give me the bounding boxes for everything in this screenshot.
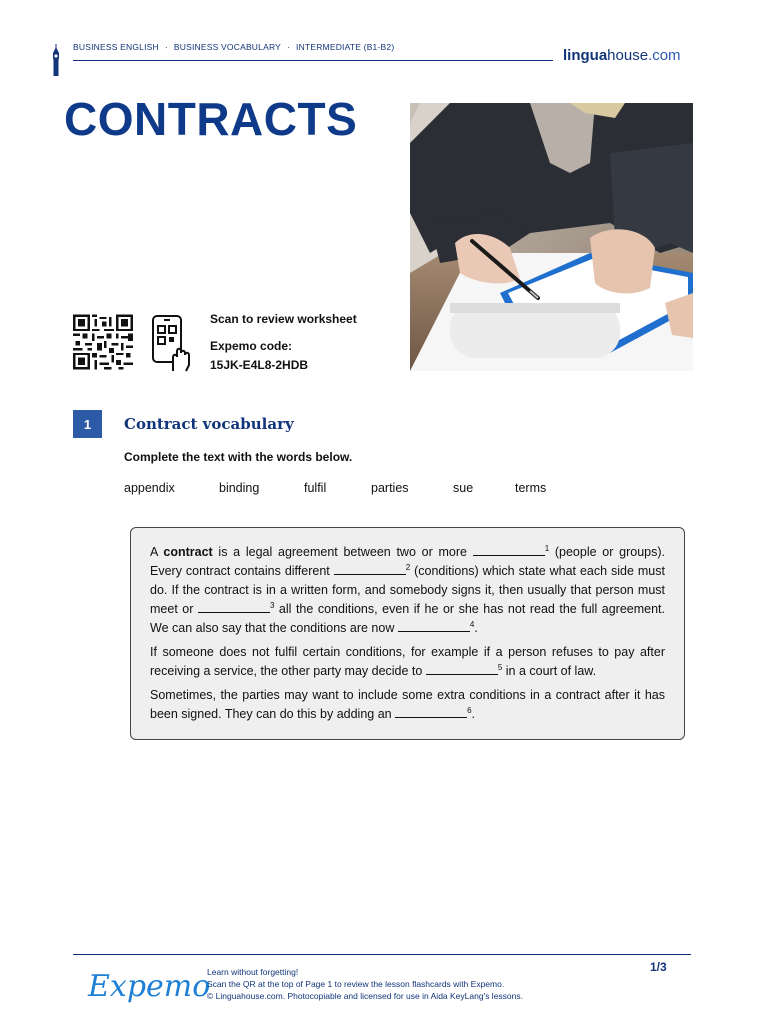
footer-tagline: Learn without forgetting! [207, 967, 299, 977]
section-title: Contract vocabulary [124, 415, 294, 433]
breadcrumb-separator: · [164, 42, 168, 52]
word-bank-item: fulfil [304, 481, 327, 495]
answer-blank-4[interactable] [398, 619, 470, 632]
brand-bold: lingua [563, 47, 608, 64]
header-divider [73, 60, 553, 61]
exercise-passage [130, 527, 685, 740]
blank-number: 2 [405, 562, 411, 572]
breadcrumb-item-level: INTERMEDIATE (B1-B2) [296, 42, 395, 52]
passage-text: (people or groups). Every contract contains different [150, 545, 665, 578]
breadcrumb-separator: · [287, 42, 291, 52]
passage-text: is a legal agreement between two or more [212, 545, 473, 559]
answer-blank-6[interactable] [395, 705, 467, 718]
answer-blank-5[interactable] [426, 662, 498, 675]
answer-blank-1[interactable] [473, 543, 545, 556]
blank-number: 5 [497, 662, 503, 672]
passage-text: Sometimes, the parties may want to include some extra conditions in a contract after it has been signed. They can do this by adding an [150, 688, 665, 721]
breadcrumb [73, 42, 394, 52]
blank-number: 1 [544, 543, 550, 553]
passage-keyword: contract [163, 545, 213, 559]
blank-number: 6 [467, 705, 472, 715]
expemo-logo-text: Expemo [88, 969, 211, 1004]
footer-text [207, 966, 523, 1002]
blank-number: 3 [269, 600, 275, 610]
blank-number: 4 [469, 619, 475, 629]
passage-paragraph [150, 686, 665, 724]
brand-tld: .com [648, 47, 681, 64]
qr-code-icon[interactable] [73, 314, 133, 370]
expemo-code-label: Expemo code: [210, 339, 293, 353]
contract-signing-photo [410, 103, 693, 371]
breadcrumb-item-category: BUSINESS VOCABULARY [173, 42, 282, 52]
exercise-instruction: Complete the text with the words below. [124, 450, 353, 464]
phone-scan-icon [150, 313, 192, 371]
answer-blank-2[interactable] [334, 562, 406, 575]
brand-logo[interactable] [563, 47, 681, 64]
footer-divider [73, 954, 691, 955]
scan-label: Scan to review worksheet [210, 312, 357, 326]
section-number-badge: 1 [73, 410, 102, 438]
passage-text: (conditions) which state what each side must do. If the contract is in a written form, and somebody signs it, then usually that person must meet or [150, 564, 665, 616]
big-ben-icon [50, 44, 62, 76]
passage-text: all the conditions, even if he or she has not read the full agreement. We can also say that the conditions are now [150, 602, 665, 635]
page-title: CONTRACTS [64, 93, 358, 145]
expemo-code-value: 15JK-E4L8-2HDB [210, 358, 309, 372]
passage-text: A [150, 545, 164, 559]
passage-paragraph [150, 643, 665, 681]
expemo-logo[interactable] [88, 960, 211, 1012]
word-bank-item: binding [219, 481, 260, 495]
word-bank-item: parties [371, 481, 409, 495]
passage-text: If someone does not fulfil certain conditions, for example if a person refuses to pay after receiving a service, the other party may decide to [150, 645, 665, 678]
breadcrumb-item-subject: BUSINESS ENGLISH [73, 42, 159, 52]
answer-blank-3[interactable] [198, 600, 270, 613]
passage-paragraph [150, 543, 665, 638]
footer-copyright: © Linguahouse.com. Photocopiable and licensed for use in Aida KeyLang's lessons. [207, 991, 523, 1001]
page-number: 1/3 [650, 960, 667, 974]
passage-text: . [471, 707, 476, 721]
word-bank-item: sue [453, 481, 474, 495]
brand-rest: house [607, 47, 649, 64]
word-bank-item: appendix [124, 481, 175, 495]
passage-text: . [474, 621, 478, 635]
word-bank-item: terms [515, 481, 547, 495]
passage-text: in a court of law. [502, 664, 597, 678]
footer-instruction: Scan the QR at the top of Page 1 to review the lesson flashcards with Expemo. [207, 979, 505, 989]
